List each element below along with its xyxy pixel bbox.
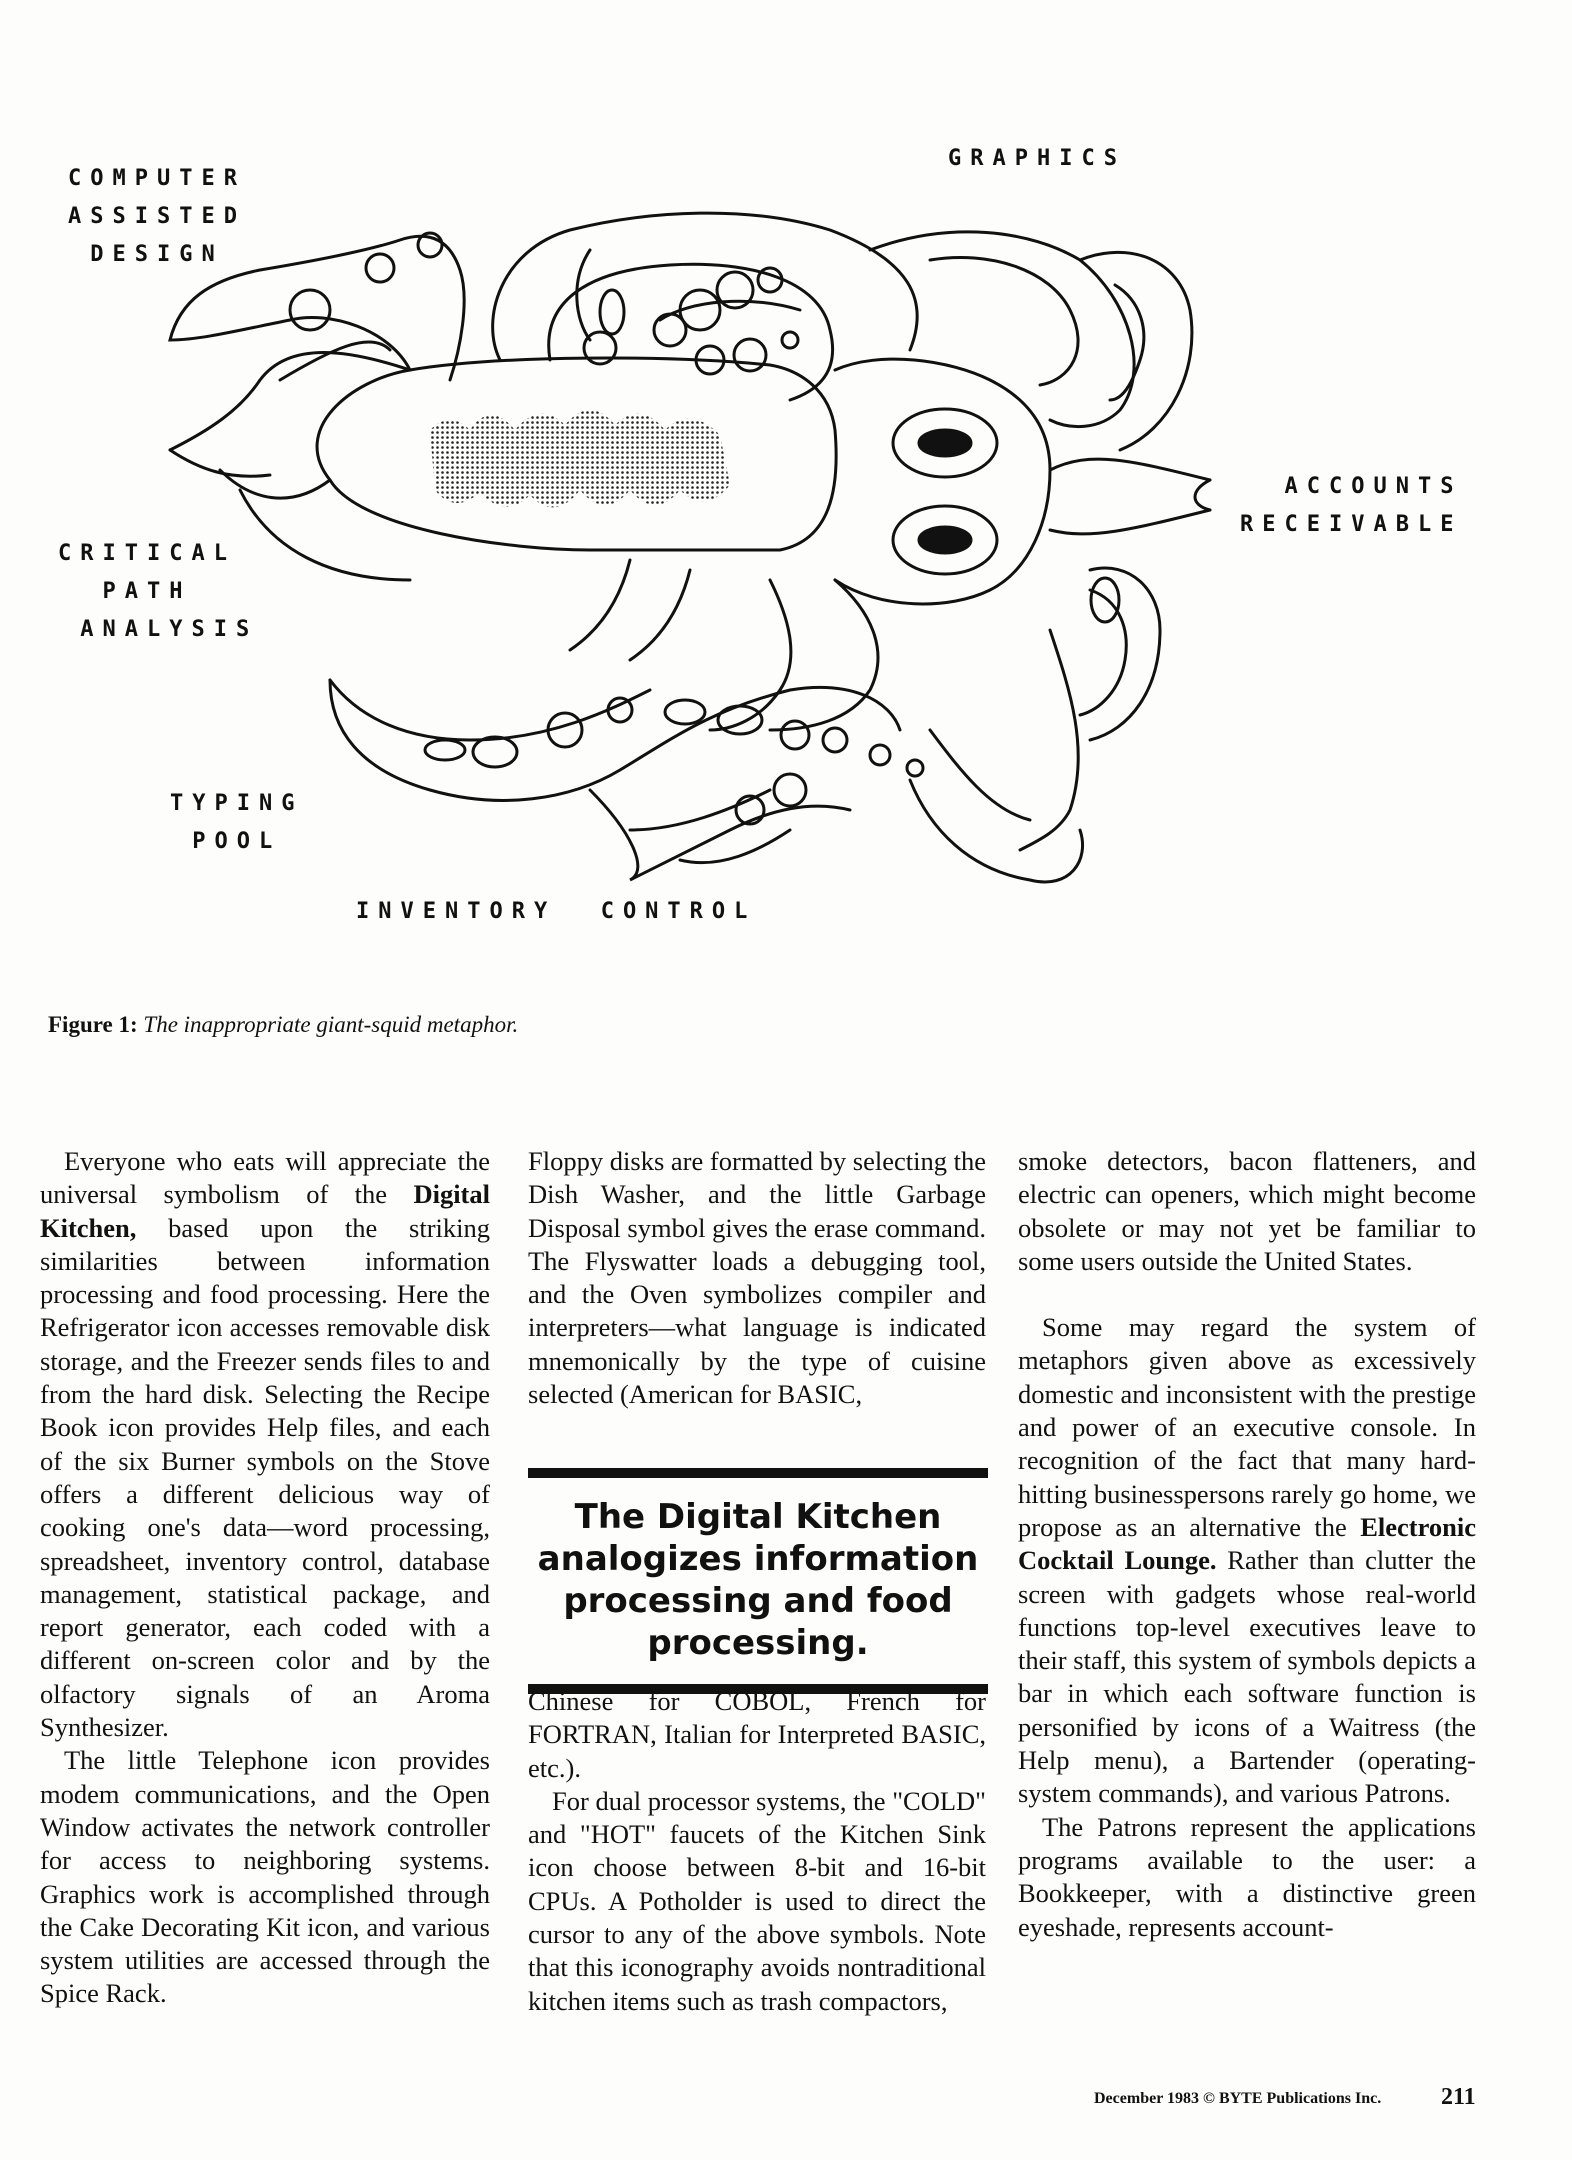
- paragraph: Chinese for COBOL, French for FORTRAN, Italian for Interpreted BASIC, etc.).: [528, 1686, 986, 1783]
- column-1: [40, 1145, 490, 2011]
- label-accounts: ACCOUNTS RECEIVABLE: [1240, 474, 1463, 537]
- column-2-top: [528, 1145, 986, 1411]
- term-digital-kitchen: Digital Kitchen,: [40, 1179, 490, 1243]
- label-cad: COMPUTER ASSISTED DESIGN: [68, 166, 246, 267]
- pull-quote-rule-top: [528, 1468, 988, 1478]
- paragraph: smoke detectors, bacon flatteners, and electric can openers, which might become obsolete or may not yet be familiar to some users outside the United States.: [1018, 1146, 1476, 1276]
- figure-caption: [48, 1012, 518, 1038]
- term-electronic-cocktail-lounge: Electronic Cocktail Lounge.: [1018, 1511, 1476, 1576]
- paragraph: The Patrons represent the applications programs available to the user: a Bookkeeper, with a distinctive green eyeshade, represents account-: [1018, 1811, 1476, 1942]
- label-typing: TYPING POOL: [170, 791, 304, 854]
- label-inventory: INVENTORY CONTROL: [356, 899, 757, 924]
- page-number: 211: [1441, 2084, 1476, 2110]
- pull-quote-text: The Digital Kitchen analogizes information processing and food processing.: [537, 1497, 979, 1663]
- caption-label: Figure 1:: [48, 1012, 138, 1037]
- paragraph: Floppy disks are formatted by selecting the Dish Washer, and the little Garbage Disposal symbol gives the erase command. The Flyswatter loads a debugging tool, and the Oven symbolizes compiler and interpreters—what language is indicated mnemonically by the type of cuisine selected (American for BASIC,: [528, 1146, 986, 1410]
- squid-pattern: [430, 410, 730, 507]
- pull-quote: [528, 1468, 988, 1694]
- paragraph: Everyone who eats will appreciate the universal symbolism of the Digital Kitchen, based upon the striking similarities between information processing and food processing. Here the Refrigerator icon accesses removable disk storage, and the Freezer sends files to and from the hard disk. Selecting the Recipe Book icon provides Help files, and each of the six Burner symbols on the Stove offers a different delicious way of cooking one's data—word processing, spreadsheet, inventory control, database management, statistical package, and report generator, each coded with a different on-screen color and by the olfactory signals of an Aroma Synthesizer.: [40, 1146, 490, 1743]
- paragraph: The little Telephone icon provides modem communications, and the Open Window activates the network controller for access to neighboring systems. Graphics work is accomplished through the Cake Decorating Kit icon, and various system utilities are accessed through the Spice Rack.: [40, 1745, 490, 2009]
- column-3: [1018, 1145, 1476, 1944]
- page-footer: December 1983 © BYTE Publications Inc.: [1094, 2090, 1382, 2107]
- label-cpa: CRITICAL PATH ANALYSIS: [58, 541, 259, 642]
- paragraph: For dual processor systems, the "COLD" and "HOT" faucets of the Kitchen Sink icon choose between 8-bit and 16-bit CPUs. A Potholder is used to direct the cursor to any of the above symbols. Note that this iconography avoids nontraditional kitchen items such as trash compactors,: [528, 1785, 986, 2016]
- column-2-bottom: [528, 1685, 986, 2018]
- tentacle-graphics: [493, 213, 918, 360]
- squid-figure: [30, 130, 1530, 960]
- caption-text: The inappropriate giant-squid metaphor.: [143, 1012, 519, 1037]
- paragraph: Some may regard the system of metaphors given above as excessively domestic and inconsistent with the prestige and power of an executive console. In recognition of the fact that many hard-hitting businesspersons rarely go home, we propose as an alternative the Electronic Cocktail Lounge. Rather than clutter the screen with gadgets whose real-world functions top-level executives leave to their staff, this system of symbols depicts a bar in which each software function is personified by icons of a Waitress (the Help menu), a Bartender (operating-system commands), and various Patrons.: [1018, 1312, 1476, 1809]
- label-graphics: GRAPHICS: [948, 146, 1126, 171]
- tentacle-inventory: [590, 790, 850, 880]
- tentacle-accounts: [1050, 459, 1210, 480]
